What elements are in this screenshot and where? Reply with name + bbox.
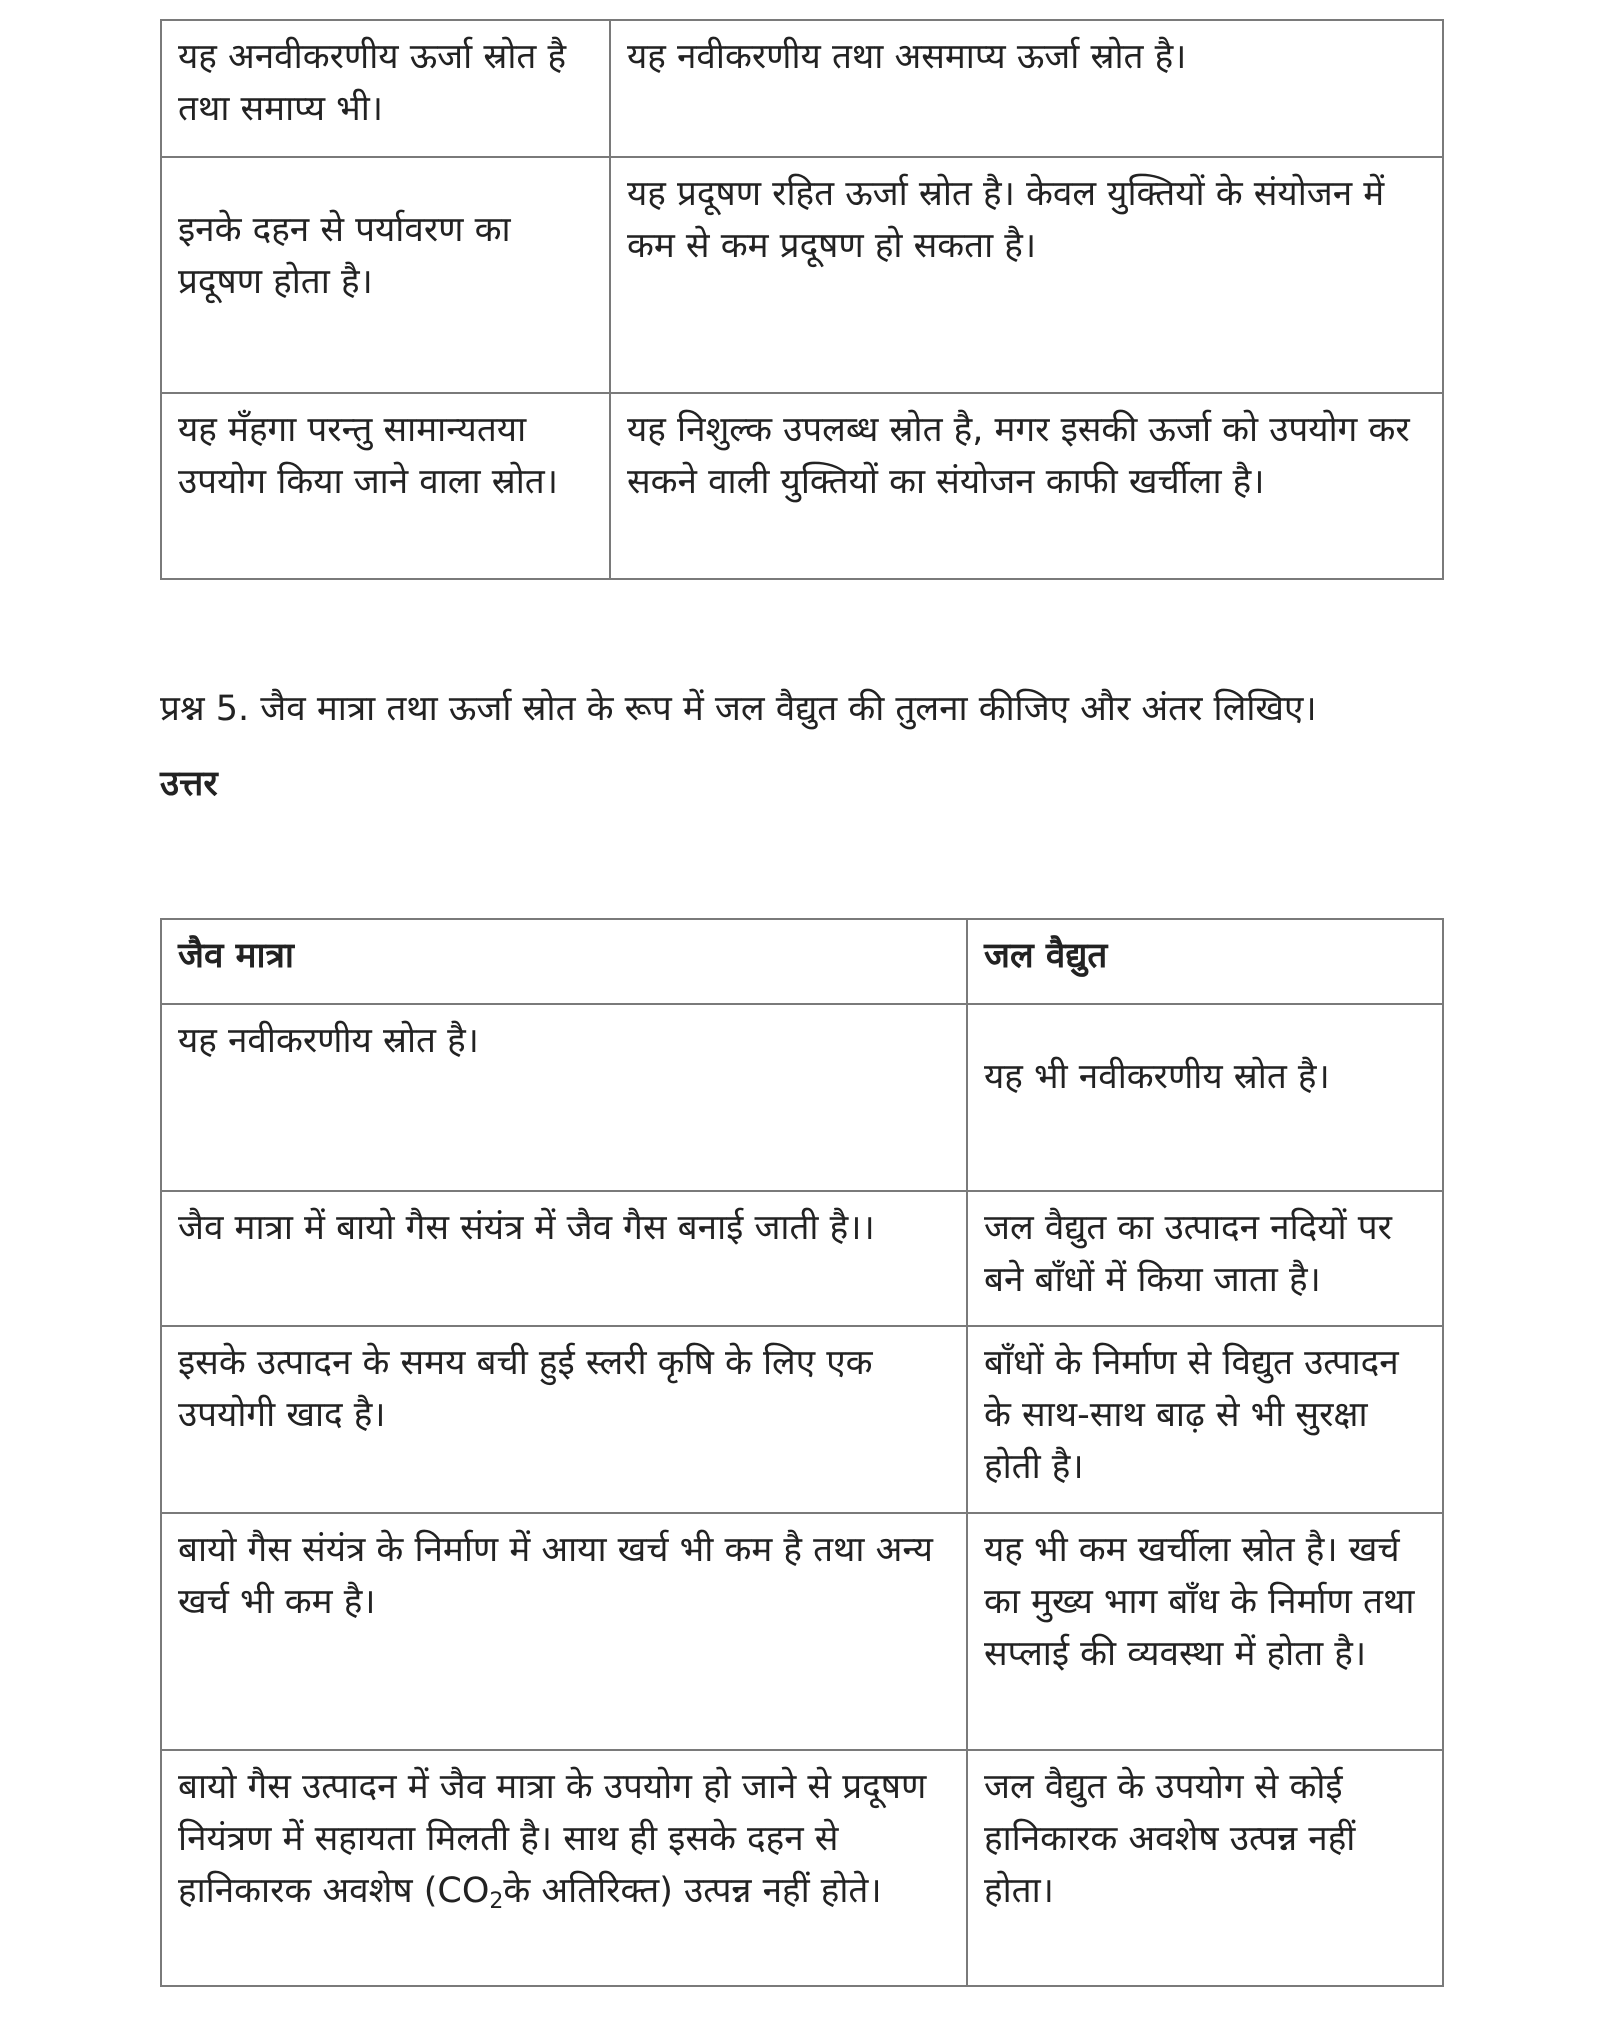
table-cell: यह भी नवीकरणीय स्रोत है। [967, 1004, 1443, 1191]
cell-text: के अतिरिक्त) उत्पन्न नहीं होते। [503, 1871, 882, 1911]
answer-label: उत्तर [160, 764, 218, 804]
table-row [161, 393, 1443, 579]
column-header: जैव मात्रा [161, 919, 967, 1004]
table-cell: यह नवीकरणीय तथा असमाप्य ऊर्जा स्रोत है। [610, 20, 1443, 157]
table-cell: जल वैद्युत का उत्पादन नदियों पर बने बाँधों में किया जाता है। [967, 1191, 1443, 1326]
table-cell: बाँधों के निर्माण से विद्युत उत्पादन के साथ-साथ बाढ़ से भी सुरक्षा होती है। [967, 1326, 1443, 1513]
table-row [161, 20, 1443, 157]
column-header: जल वैद्युत [967, 919, 1443, 1004]
table-cell [161, 1750, 967, 1986]
question-text: प्रश्न 5. जैव मात्रा तथा ऊर्जा स्रोत के रूप में जल वैद्युत की तुलना कीजिए और अंतर लिखिए। [160, 689, 1317, 729]
table-header-row [161, 919, 1443, 1004]
table-cell: यह अनवीकरणीय ऊर्जा स्रोत है तथा समाप्य भी। [161, 20, 610, 157]
table-row [161, 1004, 1443, 1191]
comparison-table-biomass-hydro [160, 918, 1444, 1987]
table-cell: जैव मात्रा में बायो गैस संयंत्र में जैव गैस बनाई जाती है।। [161, 1191, 967, 1326]
subscript: 2 [489, 1889, 504, 1914]
table-cell: बायो गैस संयंत्र के निर्माण में आया खर्च भी कम है तथा अन्य खर्च भी कम है। [161, 1513, 967, 1750]
table-cell: यह निशुल्क उपलब्ध स्रोत है, मगर इसकी ऊर्जा को उपयोग कर सकने वाली युक्तियों का संयोजन काफी खर्चीला है। [610, 393, 1443, 579]
table-cell: यह भी कम खर्चीला स्रोत है। खर्च का मुख्य भाग बाँध के निर्माण तथा सप्लाई की व्यवस्था में होता है। [967, 1513, 1443, 1750]
table-cell: यह नवीकरणीय स्रोत है। [161, 1004, 967, 1191]
cell-text: बायो गैस उत्पादन में जैव मात्रा के उपयोग हो जाने से प्रदूषण नियंत्रण में सहायता मिलती है। साथ ही इसके दहन से हानिकारक अवशेष (CO [178, 1767, 927, 1911]
table-cell: यह प्रदूषण रहित ऊर्जा स्रोत है। केवल युक्तियों के संयोजन में कम से कम प्रदूषण हो सकता है। [610, 157, 1443, 393]
table-cell: इसके उत्पादन के समय बची हुई स्लरी कृषि के लिए एक उपयोगी खाद है। [161, 1326, 967, 1513]
comparison-table-continued [160, 19, 1444, 580]
table-row [161, 1750, 1443, 1986]
table-cell: इनके दहन से पर्यावरण का प्रदूषण होता है। [161, 157, 610, 393]
table-row [161, 157, 1443, 393]
table-row [161, 1191, 1443, 1326]
table-cell: जल वैद्युत के उपयोग से कोई हानिकारक अवशेष उत्पन्न नहीं होता। [967, 1750, 1443, 1986]
table-row [161, 1513, 1443, 1750]
table-cell: यह मँहगा परन्तु सामान्यतया उपयोग किया जाने वाला स्रोत। [161, 393, 610, 579]
table-row [161, 1326, 1443, 1513]
